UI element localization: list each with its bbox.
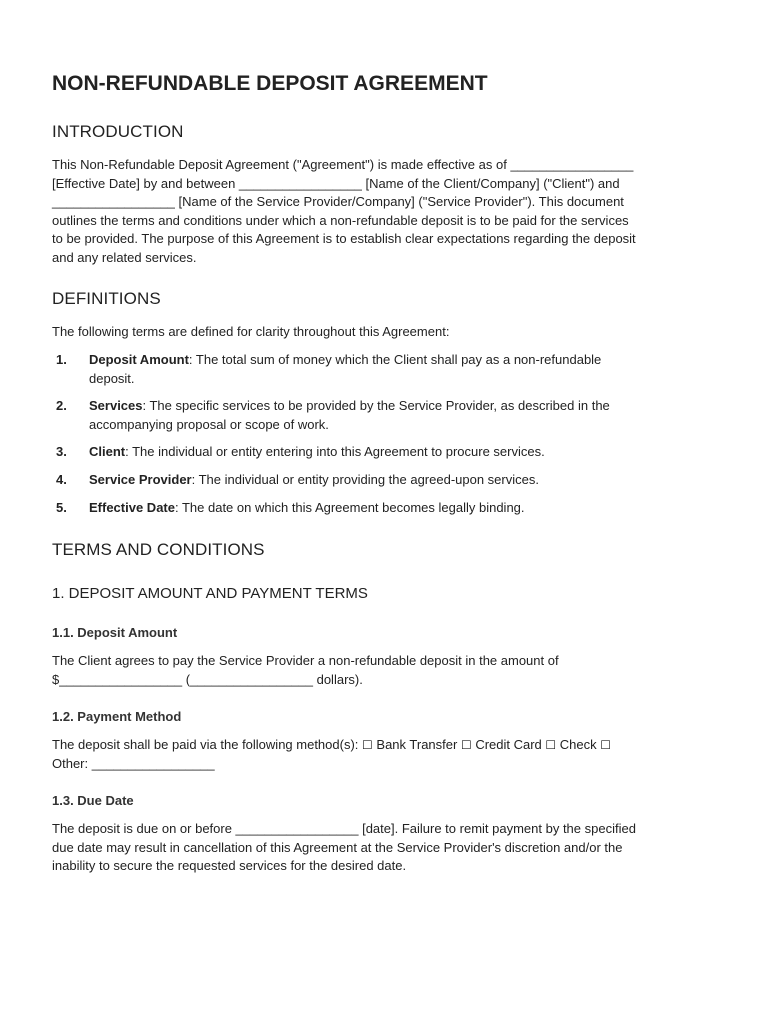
definitions-heading: DEFINITIONS (52, 289, 161, 308)
text-line: and any related services. (52, 249, 197, 265)
list-number: 5. (56, 500, 67, 515)
text-line: The Client agrees to pay the Service Provider a non-refundable deposit in the amount of (52, 653, 559, 668)
terms-heading: TERMS AND CONDITIONS (52, 540, 265, 559)
section-1-1-heading: 1.1. Deposit Amount (52, 625, 178, 640)
definition-term: Service Provider (89, 472, 192, 487)
definition-text: : The date on which this Agreement becomes legally binding. (174, 500, 525, 515)
text-line (89, 397, 709, 416)
checkbox-check[interactable]: ☐ (545, 738, 557, 752)
text-line: The deposit is due on or before _________________ [date]. Failure to remit payment by the specified (52, 821, 636, 836)
list-number: 2. (56, 398, 67, 413)
list-body (89, 499, 709, 518)
section-1-heading: 1. DEPOSIT AMOUNT AND PAYMENT TERMS (52, 585, 368, 602)
text-line: deposit. (89, 370, 135, 386)
text-line: due date may result in cancellation of this Agreement at the Service Provider's discretion and/or the (52, 839, 623, 855)
definition-text: : The individual or entity entering into this Agreement to procure services. (125, 444, 545, 459)
document-title: NON-REFUNDABLE DEPOSIT AGREEMENT (52, 72, 488, 95)
definition-term: Services (89, 398, 143, 413)
text-line: _________________ [Name of the Service Provider/Company] ("Service Provider"). This document (52, 194, 624, 210)
option-check: Check (556, 737, 601, 752)
section-1-3-paragraph (52, 820, 722, 876)
option-credit-card: Credit Card (471, 737, 546, 752)
section-1-2-paragraph (52, 736, 722, 773)
section-1-3-heading: 1.3. Due Date (52, 793, 134, 808)
text-line (89, 351, 709, 370)
introduction-heading: INTRODUCTION (52, 122, 184, 141)
text-line: inability to secure the requested services for the desired date. (52, 858, 407, 874)
definition-text: : The total sum of money which the Client shall pay as a non-refundable (188, 352, 602, 367)
option-other: Other: _________________ (52, 755, 215, 771)
text-line (52, 736, 722, 755)
definition-text: : The individual or entity providing the agreed-upon services. (191, 472, 539, 487)
list-body (89, 443, 709, 462)
text-line: to be provided. The purpose of this Agreement is to establish clear expectations regarding the deposit (52, 231, 636, 247)
checkbox-bank-transfer[interactable]: ☐ (362, 738, 373, 752)
list-number: 3. (56, 444, 67, 459)
text-line (89, 499, 709, 518)
list-number: 4. (56, 472, 67, 487)
checkbox-credit-card[interactable]: ☐ (460, 738, 472, 752)
text-line: accompanying proposal or scope of work. (89, 416, 329, 432)
definition-text: : The specific services to be provided by the Service Provider, as described in the (142, 398, 610, 413)
checkbox-other[interactable]: ☐ (600, 738, 612, 752)
text-line: [Effective Date] by and between _________________ [Name of the Client/Company] ("Client") and (52, 175, 620, 191)
definition-term: Deposit Amount (89, 352, 189, 367)
text-line: This Non-Refundable Deposit Agreement ("Agreement") is made effective as of _________________ (52, 157, 634, 172)
section-1-1-paragraph (52, 652, 722, 689)
list-body (89, 471, 709, 490)
definitions-intro: The following terms are defined for clarity throughout this Agreement: (52, 324, 450, 339)
payment-method-text: The deposit shall be paid via the following method(s): (52, 737, 363, 752)
list-body (89, 351, 709, 388)
section-1-2-heading: 1.2. Payment Method (52, 709, 182, 724)
option-bank-transfer: Bank Transfer (372, 737, 461, 752)
definition-term: Client (89, 444, 126, 459)
text-line (89, 471, 709, 490)
introduction-paragraph (52, 156, 722, 268)
text-line: $_________________ (_________________ dollars). (52, 671, 363, 687)
definition-term: Effective Date (89, 500, 175, 515)
list-body (89, 397, 709, 434)
list-number: 1. (56, 352, 67, 367)
text-line (89, 443, 709, 462)
text-line: outlines the terms and conditions under which a non-refundable deposit is to be paid for the services (52, 212, 629, 228)
